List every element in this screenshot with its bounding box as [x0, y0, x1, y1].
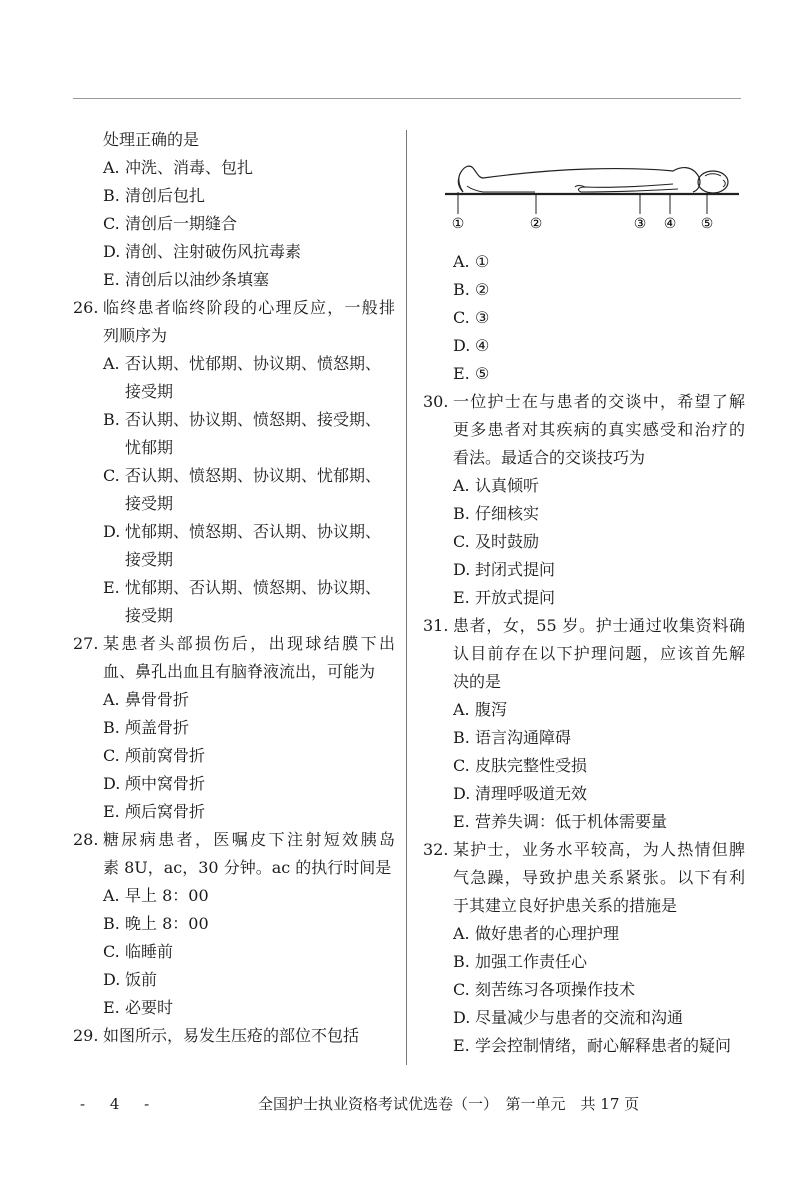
question-26: 26. 临终患者临终阶段的心理反应，一般排 — [73, 298, 395, 317]
option-a[interactable]: A. ① — [453, 252, 490, 271]
option-a[interactable]: A. 认真倾听 — [453, 476, 540, 495]
right-column — [423, 126, 745, 1060]
option-b[interactable]: B. 否认期、协议期、愤怒期、接受期、 — [103, 410, 382, 429]
option-c[interactable]: C. 颅前窝骨折 — [103, 746, 206, 765]
option-b[interactable]: B. 仔细核实 — [453, 504, 540, 523]
column-divider — [406, 130, 407, 1065]
option-c[interactable]: C. 否认期、愤怒期、协议期、忧郁期、 — [103, 466, 382, 485]
header-rule — [73, 98, 741, 99]
option-a[interactable]: A. 鼻骨骨折 — [103, 690, 190, 709]
option-e[interactable]: E. ⑤ — [453, 364, 490, 383]
question-stem-line: 决的是 — [453, 672, 502, 691]
figure-label-5: ⑤ — [700, 216, 714, 232]
option-b[interactable]: B. 语言沟通障碍 — [453, 728, 572, 747]
question-stem-line: 看法。最适合的交谈技巧为 — [453, 448, 646, 467]
option-c[interactable]: C. 清创后一期缝合 — [103, 214, 238, 233]
question-stem-line: 认目前存在以下护理问题，应该首先解 — [453, 644, 745, 663]
question-stem-line: 列顺序为 — [103, 326, 168, 345]
figure-label-1: ① — [451, 216, 465, 232]
option-b[interactable]: B. 清创后包扎 — [103, 186, 206, 205]
figure-label-3: ③ — [633, 216, 647, 232]
figure-label-4: ④ — [663, 216, 677, 232]
option-e[interactable]: E. 清创后以油纱条填塞 — [103, 270, 270, 289]
option-a[interactable]: A. 冲洗、消毒、包扎 — [103, 158, 254, 177]
option-cont: 接受期 — [125, 550, 174, 569]
option-a[interactable]: A. 否认期、忧郁期、协议期、愤怒期、 — [103, 354, 382, 373]
question-stem-line: 于其建立良好护患关系的措施是 — [453, 896, 678, 915]
option-e[interactable]: E. 颅后窝骨折 — [103, 802, 206, 821]
option-cont: 接受期 — [125, 382, 174, 401]
option-cont: 接受期 — [125, 606, 174, 625]
question-28: 28. 糖尿病患者，医嘱皮下注射短效胰岛 — [73, 830, 395, 849]
question-stem-line: 处理正确的是 — [103, 130, 200, 149]
option-b[interactable]: B. ② — [453, 280, 490, 299]
option-b[interactable]: B. 加强工作责任心 — [453, 952, 588, 971]
question-stem-line: 更多患者对其疾病的真实感受和治疗的 — [453, 420, 745, 439]
page-number: - 4 - — [80, 1095, 160, 1113]
option-cont: 忧郁期 — [125, 438, 174, 457]
option-a[interactable]: A. 早上 8：00 — [103, 886, 209, 905]
option-c[interactable]: C. ③ — [453, 308, 490, 327]
option-d[interactable]: D. 封闭式提问 — [453, 560, 556, 579]
option-c[interactable]: C. 皮肤完整性受损 — [453, 756, 588, 775]
supine-pressure-points-figure — [423, 126, 745, 248]
option-e[interactable]: E. 忧郁期、否认期、愤怒期、协议期、 — [103, 578, 382, 597]
question-stem-line: 素 8U，ac，30 分钟。ac 的执行时间是 — [103, 858, 392, 877]
option-d[interactable]: D. 饭前 — [103, 970, 158, 989]
left-column — [73, 126, 395, 1050]
option-cont: 接受期 — [125, 494, 174, 513]
question-stem-line: 气急躁，导致护患关系紧张。以下有利 — [453, 868, 745, 887]
option-c[interactable]: C. 及时鼓励 — [453, 532, 540, 551]
option-d[interactable]: D. 颅中窝骨折 — [103, 774, 206, 793]
question-30: 30. 一位护士在与患者的交谈中，希望了解 — [423, 392, 745, 411]
option-e[interactable]: E. 必要时 — [103, 998, 174, 1017]
option-d[interactable]: D. 清创、注射破伤风抗毒素 — [103, 242, 302, 261]
question-31: 31. 患者，女，55 岁。护士通过收集资料确 — [423, 616, 745, 635]
footer-title: 全国护士执业资格考试优选卷（一） 第一单元 共 17 页 — [258, 1095, 640, 1113]
figure-label-2: ② — [529, 216, 543, 232]
question-32: 32. 某护士，业务水平较高，为人热情但脾 — [423, 840, 745, 859]
option-d[interactable]: D. 尽量减少与患者的交流和沟通 — [453, 1008, 684, 1027]
question-29: 29. 如图所示，易发生压疮的部位不包括 — [73, 1026, 360, 1045]
option-b[interactable]: B. 颅盖骨折 — [103, 718, 190, 737]
supine-body-illustration — [423, 126, 745, 248]
option-d[interactable]: D. ④ — [453, 336, 490, 355]
question-stem-line: 血、鼻孔出血且有脑脊液流出，可能为 — [103, 662, 376, 681]
option-c[interactable]: C. 刻苦练习各项操作技术 — [453, 980, 636, 999]
option-b[interactable]: B. 晚上 8：00 — [103, 914, 209, 933]
option-a[interactable]: A. 做好患者的心理护理 — [453, 924, 620, 943]
option-e[interactable]: E. 学会控制情绪，耐心解释患者的疑问 — [453, 1036, 732, 1055]
option-a[interactable]: A. 腹泻 — [453, 700, 508, 719]
option-e[interactable]: E. 开放式提问 — [453, 588, 556, 607]
question-27: 27. 某患者头部损伤后，出现球结膜下出 — [73, 634, 395, 653]
option-d[interactable]: D. 清理呼吸道无效 — [453, 784, 588, 803]
option-c[interactable]: C. 临睡前 — [103, 942, 174, 961]
option-e[interactable]: E. 营养失调：低于机体需要量 — [453, 812, 668, 831]
option-d[interactable]: D. 忧郁期、愤怒期、否认期、协议期、 — [103, 522, 382, 541]
